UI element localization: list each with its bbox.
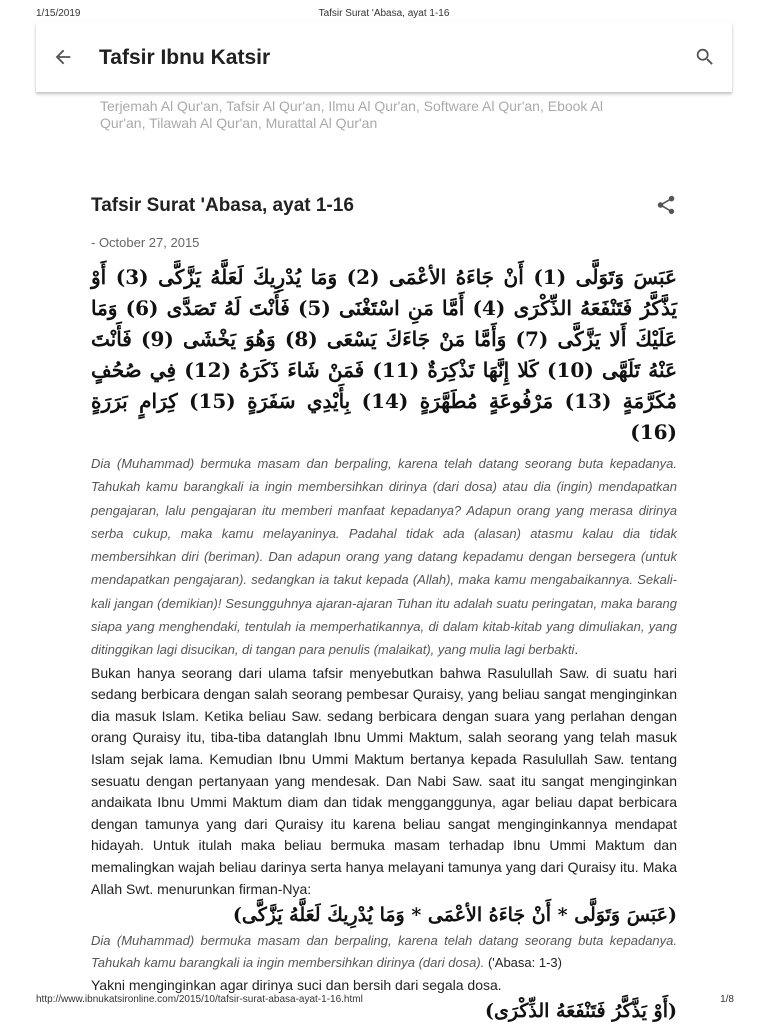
print-header [0, 8, 768, 22]
verse-translation-text: Dia (Muhammad) bermuka masam dan berpaling, karena telah datang seorang buta kepadanya. Tahukah kamu barangkali ia ingin membersihkan dirinya (dari dosa) atau dia (ingin) mendapatkan pengajaran, lalu pengajaran itu memberi manfaat kepadanya? Adapun orang yang merasa dirinya serba cukup, maka kamu melayaninya. Padahal tidak ada (alasan) atasmu kalau dia tidak membersihkan diri (beriman). Dan adapun orang yang datang kepadamu dengan bersegera (untuk mendapatkan pengajaran). sedangkan ia takut kepada (Allah), maka kamu mengabaikannya. Sekali-kali jangan (demikian)! Sesungguhnya ajaran-ajaran Tuhan itu adalah suatu peringatan, maka barang siapa yang menghendaki, tentulah ia memperhatikannya, di dalam kitab-kitab yang dimuliakan, yang ditinggikan lagi disucikan, di tangan para penulis (malaikat), yang mulia lagi berbakti [91, 456, 677, 658]
post-date[interactable]: - October 27, 2015 [91, 235, 200, 250]
arabic-verses: عَبَسَ وَتَوَلَّى (1) أَنْ جَاءَهُ الأعْمَى (2) وَمَا يُدْرِيكَ لَعَلَّهُ يَزَّكَّى (3) أَوْ يَذَّكَّرُ فَتَنْفَعَهُ الذِّكْرَى (4) أَمَّا مَنِ اسْتَغْنَى (5) فَأَنْتَ لَهُ تَصَدَّى (6) وَمَا عَلَيْكَ أَلا يَزَّكَّى (7) وَأَمَّا مَنْ جَاءَكَ يَسْعَى (8) وَهُوَ يَخْشَى (9) فَأَنْتَ عَنْهُ تَلَهَّى (10) كَلا إِنَّهَا تَذْكِرَةٌ (11) فَمَنْ شَاءَ ذَكَرَهُ (12) فِي صُحُفٍ مُكَرَّمَةٍ (13) مَرْفُوعَةٍ مُطَهَّرَةٍ (14) بِأَيْدِي سَفَرَةٍ (15) كِرَامٍ بَرَرَةٍ (16) [91, 265, 678, 444]
explanation-line: Yakni menginginkan agar dirinya suci dan bersih dari segala dosa. [91, 977, 502, 994]
arabic-verse-4: (أَوْ يَذَّكَّرُ فَتَنْفَعَهُ الذِّكْرَى) [484, 1000, 677, 1023]
post-body [91, 262, 677, 1026]
post-title: Tafsir Surat 'Abasa, ayat 1-16 [91, 195, 354, 216]
verse-1-3-translation-text: Dia (Muhammad) bermuka masam dan berpaling, karena telah datang seorang buta kepadanya. Tahukah kamu barangkali ia ingin membersihkan dirinya (dari dosa). [91, 933, 677, 971]
print-date: 1/15/2019 [36, 8, 81, 19]
blog-tagline: Terjemah Al Qur'an, Tafsir Al Qur'an, Ilmu Al Qur'an, Software Al Qur'an, Ebook Al Qur'an, Tilawah Al Qur'an, Murattal Al Qur'an [100, 98, 604, 131]
app-bar [36, 22, 732, 92]
share-icon[interactable] [655, 194, 677, 216]
verse-translation [91, 452, 677, 662]
blog-title[interactable]: Tafsir Ibnu Katsir [99, 46, 271, 69]
arabic-verse-1-3: (عَبَسَ وَتَوَلَّى * أَنْ جَاءَهُ الأعْمَى * وَمَا يُدْرِيكَ لَعَلَّهُ يَزَّكَّى) [232, 904, 677, 927]
print-page-number: 1/8 [720, 994, 734, 1005]
tafsir-paragraph: Bukan hanya seorang dari ulama tafsir menyebutkan bahwa Rasulullah Saw. di suatu hari sedang berbicara dengan salah seorang pembesar Quraisy, yang beliau sangat menginginkan dia masuk Islam. Ketika beliau Saw. sedang berbicara dengan suara yang perlahan dengan orang Quraisy itu, tiba-tiba datanglah Ibnu Ummi Maktum, salah seorang yang telah masuk Islam sejak lama. Kemudian Ibnu Ummi Maktum bertanya kepada Rasulullah Saw. tentang sesuatu dengan pertanyaan yang mendesak. Dan Nabi Saw. saat itu sangat menginginkan andaikata Ibnu Ummi Maktum diam dan tidak mengganggunya, agar beliau dapat berbicara dengan tamunya yang dari Quraisy itu karena beliau sangat menginginkannya mendapat hidayah. Untuk itulah maka beliau bermuka masam terhadap Ibnu Ummi Maktum dan memalingkan wajah beliau darinya serta hanya melayani tamunya yang dari Quraisy itu. Maka Allah Swt. menurunkan firman-Nya: [91, 664, 677, 897]
print-title: Tafsir Surat 'Abasa, ayat 1-16 [318, 8, 450, 19]
verse-1-3-translation [91, 930, 677, 974]
translation-period: . [574, 642, 579, 658]
verse-reference: ('Abasa: 1-3) [484, 955, 562, 971]
print-footer [0, 994, 768, 1008]
back-arrow-icon[interactable] [52, 46, 74, 68]
print-url: http://www.ibnukatsironline.com/2015/10/tafsir-surat-abasa-ayat-1-16.html [36, 994, 363, 1005]
search-icon[interactable] [694, 46, 716, 68]
